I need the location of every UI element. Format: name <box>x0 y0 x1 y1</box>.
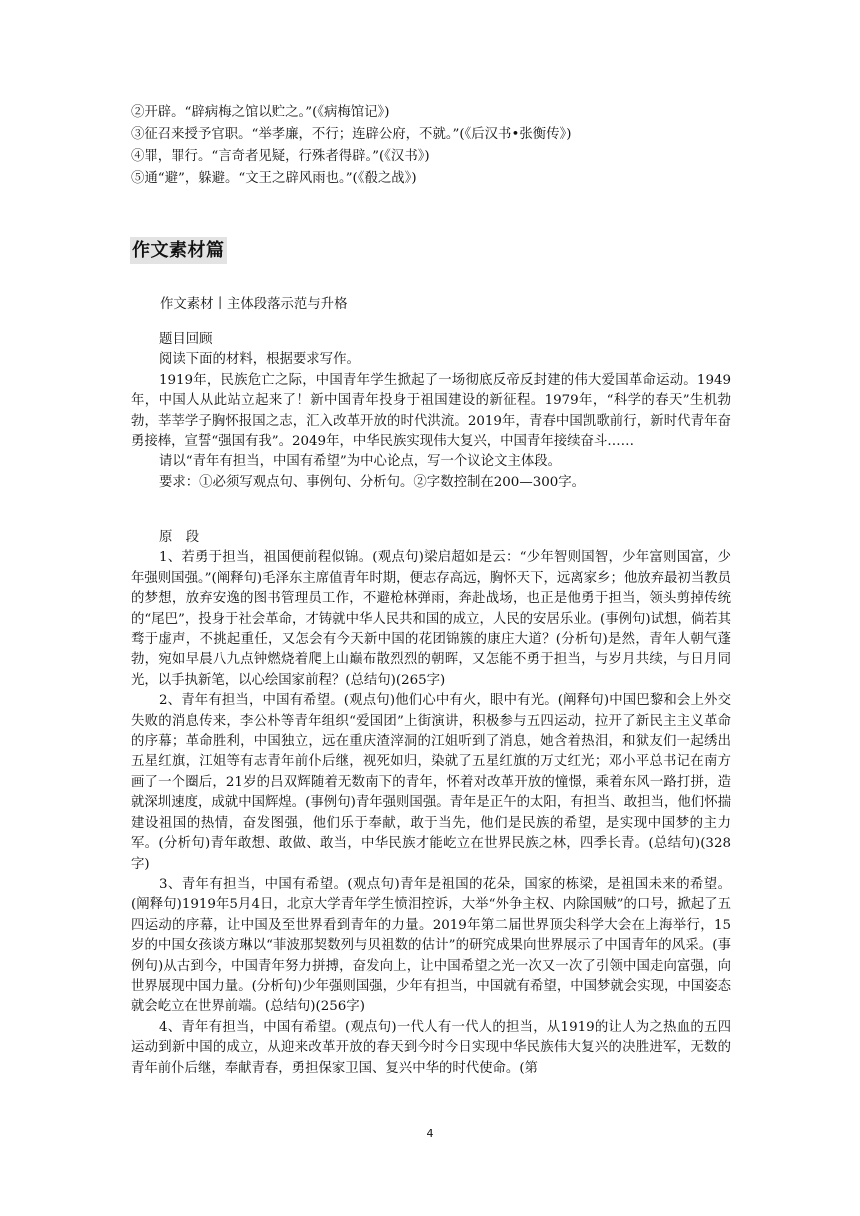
prompt-task: 请以“青年有担当，中国有希望”为中心论点，写一个议论文主体段。 <box>159 454 562 470</box>
prompt-instruction: 阅读下面的材料，根据要求写作。 <box>159 352 360 368</box>
original-section <box>131 528 731 1079</box>
definition-item: ③征召来授予官职。“举孝廉，不行；连辟公府，不就。”(《后汉书•张衡传》) <box>131 127 572 142</box>
definition-list <box>131 102 731 190</box>
page-number: 4 <box>426 1127 434 1140</box>
article-subtitle: 作文素材丨主体段落示范与升格 <box>160 297 348 312</box>
original-heading: 原 段 <box>159 530 200 545</box>
definition-item: ⑤通“避”，躲避。“文王之辟风雨也。”(《殽之战》) <box>131 171 417 186</box>
prompt-requirements: 要求：①必须写观点句、事例句、分析句。②字数控制在200—300字。 <box>159 474 586 490</box>
prompt-section <box>131 330 731 493</box>
definition-item: ②开辟。“辟病梅之馆以贮之。”(《病梅馆记》) <box>131 105 390 120</box>
original-paragraph: 2、青年有担当，中国有希望。(观点句)他们心中有火，眼中有光。(阐释句)中国巴黎和会上外交失败的消息传来，李公朴等青年组织“爱国团”上街演讲，积极参与五四运动，拉开了新民主主义革命的序幕；革命胜利，中国独立，远在重庆渣滓洞的江姐听到了消息，她含着热泪，和狱友们一起绣出五星红旗，江姐等有志青年前仆后继，视死如归，染就了五星红旗的万丈红光；邓小平总书记在南方画了一个圈后，21岁的吕双辉随着无数南下的青年，怀着对改革开放的憧憬，乘着东风一路打拼，造就深圳速度，成就中国辉煌。(事例句)青年强则国强。青年是正午的太阳，有担当、敢担当，他们怀揣建设祖国的热情，奋发图强，他们乐于奉献，敢于当先，他们是民族的希望，是实现中国梦的主力军。(分析句)青年敢想、敢做、敢当，中华民族才能屹立在世界民族之林，四季长青。(总结句)(328字) <box>131 693 731 872</box>
section-heading: 作文素材篇 <box>130 237 227 264</box>
original-paragraph: 1、若勇于担当，祖国便前程似锦。(观点句)梁启超如是云：“少年智则国智，少年富则国富，少年强则国强。”(阐释句)毛泽东主席值青年时期，便志存高远，胸怀天下，远离家乡；他放弃最初当教员的梦想，放弃安逸的图书管理员工作，不避枪林弹雨，奔赴战场，也正是他勇于担当，领头剪掉传统的“尾巴”，投身于社会革命，才铸就中华人民共和国的成立，人民的安居乐业。(事例句)试想，倘若其骛于虚声，不挑起重任，又怎会有今天新中国的花团锦簇的康庄大道？(分析句)是然，青年人朝气蓬勃，宛如早晨八九点钟燃烧着爬上山巅布散烈烈的朝晖，又怎能不勇于担当，与岁月共续，与日月同光，以手执新笔，以心绘国家前程？(总结句)(265字) <box>131 550 731 688</box>
original-paragraph: 4、青年有担当，中国有希望。(观点句)一代人有一代人的担当，从1919的让人为之热血的五四运动到新中国的成立，从迎来改革开放的春天到今时今日实现中华民族伟大复兴的决胜进军，无数的青年前仆后继，奉献青春，勇担保家卫国、复兴中华的时代使命。(第 <box>131 1019 731 1076</box>
original-paragraph: 3、青年有担当，中国有希望。(观点句)青年是祖国的花朵，国家的栋梁，是祖国未来的希望。(阐释句)1919年5月4日，北京大学青年学生愤泪控诉，大举“外争主权、内除国贼”的口号，掀起了五四运动的序幕，让中国及至世界看到青年的力量。2019年第二届世界顶尖科学大会在上海举行，15岁的中国女孩谈方琳以“菲波那契数列与贝祖数的估计”的研究成果向世界展示了中国青年的风采。(事例句)从古到今，中国青年努力拼搏，奋发向上，让中国希望之光一次又一次了引领中国走向富强，向世界展现中国力量。(分析句)少年强则国强，少年有担当，中国就有希望，中国梦就会实现，中国姿态就会屹立在世界前端。(总结句)(256字) <box>131 876 731 1015</box>
definition-item: ④罪，罪行。“言奇者见疑，行殊者得辟。”(《汉书》) <box>131 149 430 164</box>
prompt-heading: 题目回顾 <box>159 332 213 347</box>
prompt-material: 1919年，民族危亡之际，中国青年学生掀起了一场彻底反帝反封建的伟大爱国革命运动。1949年，中国人从此站立起来了！新中国青年投身于祖国建设的新征程。1979年，“科学的春天”生机勃勃，莘莘学子胸怀报国之志，汇入改革开放的时代洪流。2019年，青春中国凯歌前行，新时代青年奋勇接棒，宣誓“强国有我”。2049年，中华民族实现伟大复兴，中国青年接续奋斗…… <box>131 372 731 450</box>
